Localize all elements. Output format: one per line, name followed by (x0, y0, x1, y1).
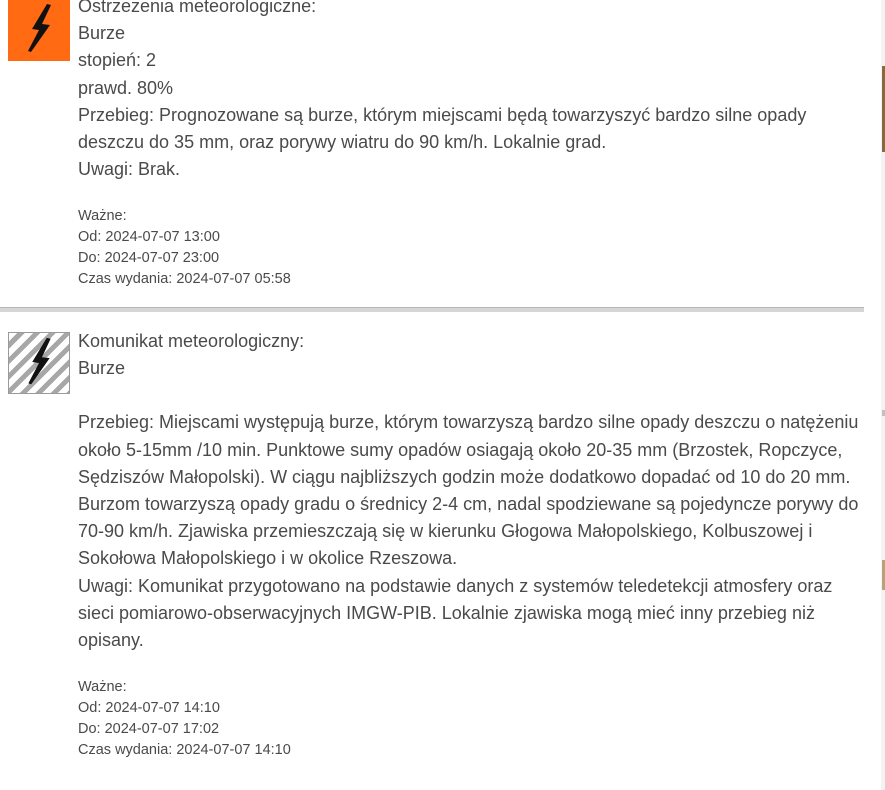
valid-label: Ważne: (78, 208, 127, 225)
warning-description: Przebieg: Prognozowane są burze, którym miejscami będą towarzyszyć bardzo silne opady deszczu do 35 mm, oraz porywy wiatru do 90 km/h. Lokalnie grad. (78, 104, 807, 153)
lightning-icon (9, 333, 69, 393)
communique-content (78, 328, 864, 761)
issued-time: Czas wydania: 2024-07-07 14:10 (78, 742, 291, 759)
communique-description: Przebieg: Miejscami występują burze, którym towarzyszą bardzo silne opady deszczu o natężeniu około 5-15mm /10 min. Punktowe sumy opadów osiagają około 20-35 mm (Brzostek, Ropczyce, Sędziszów Małopolski). W ciągu najbliższych godzin może dodatkowo dopadać od 10 do 20 mm. Burzom towarzyszą opady gradu o średnicy 2-4 cm, nadal spodziewane są pojedyncze porywy do 70-90 km/h. Zjawiska przemieszczają się w kierunku Głogowa Małopolskiego, Kolbuszowej i Sokołowa Małopolskiego i w okolice Rzeszowa. (78, 412, 859, 569)
warning-degree: stopień: 2 (78, 50, 157, 71)
warning-remarks: Uwagi: Brak. (78, 159, 181, 180)
warning-probability: prawd. 80% (78, 77, 174, 98)
valid-label: Ważne: (78, 679, 127, 696)
lightning-communique-icon (8, 332, 70, 394)
valid-to: Do: 2024-07-07 23:00 (78, 250, 220, 267)
communique-title: Komunikat meteorologiczny: (78, 331, 305, 351)
issued-time: Czas wydania: 2024-07-07 05:58 (78, 271, 291, 288)
warning-title: Ostrzeżenia meteorologiczne: (78, 0, 317, 16)
communique-remarks: Uwagi: Komunikat przygotowano na podstawie danych z systemów teledetekcji atmosfery oraz sieci pomiarowo-obserwacyjnych IMGW-PIB. Lokalnie zjawiska mogą mieć inny przebieg niż opisany. (78, 575, 833, 651)
lightning-icon (8, 0, 70, 61)
lightning-warning-icon (8, 0, 70, 61)
warning-divider (0, 307, 864, 312)
warning-content (78, 0, 864, 290)
valid-from: Od: 2024-07-07 13:00 (78, 229, 220, 246)
communique-phenomenon: Burze (78, 358, 126, 379)
valid-to: Do: 2024-07-07 17:02 (78, 721, 220, 738)
warning-phenomenon: Burze (78, 23, 126, 44)
valid-from: Od: 2024-07-07 14:10 (78, 700, 220, 717)
